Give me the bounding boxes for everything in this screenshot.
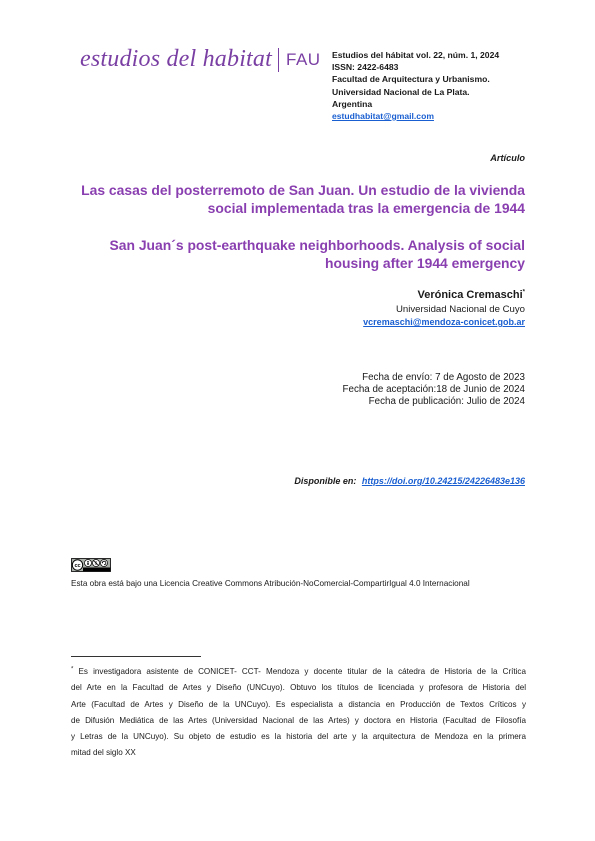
logo-divider xyxy=(278,48,279,72)
submission-dates xyxy=(343,372,525,408)
author-footnote xyxy=(71,664,526,762)
journal-email-link[interactable]: estudhabitat@gmail.com xyxy=(332,111,434,122)
title-line: Las casas del posterremoto de San Juan. Un estudio de la vivienda xyxy=(81,182,525,198)
date-published: Fecha de publicación: Julio de 2024 xyxy=(368,396,525,407)
available-label: Disponible en: xyxy=(294,476,357,486)
date-submitted: Fecha de envío: 7 de Agosto de 2023 xyxy=(362,372,525,383)
footnote-line: del Arte en la Facultad de Artes y Diseño (UNCuyo). Obtuvo los títulos de licenciada y profesora de Historia del xyxy=(71,683,526,693)
footnote-line: de Difusión Mediática de las Artes (Universidad Nacional de las Artes) y doctora en Historia (Facultad de Filosofía xyxy=(71,715,526,725)
logo-fau: FAU xyxy=(286,49,321,69)
footnote-line: * Es investigadora asistente de CONICET- CCT- Mendoza y docente titular de la cátedra de Historia de la Crítica xyxy=(71,666,526,676)
footnote-divider xyxy=(71,656,201,657)
journal-logo xyxy=(80,46,321,73)
title-line: housing after 1944 emergency xyxy=(325,255,525,272)
title-spanish xyxy=(55,181,525,217)
journal-line: Universidad Nacional de La Plata. xyxy=(332,86,470,97)
footnote-line: mitad del siglo XX xyxy=(71,748,136,758)
title-line: social implementada tras la emergencia de 1944 xyxy=(207,200,525,217)
author-block xyxy=(363,289,525,327)
doi-link[interactable]: https://doi.org/10.24215/24226483e136 xyxy=(361,476,525,486)
license-text: Esta obra está bajo una Licencia Creative Commons Atribución-NoComercial-CompartirIgual 4.0 Internacional xyxy=(71,579,470,588)
availability xyxy=(294,476,525,486)
logo-text: estudios del habitat xyxy=(80,46,272,72)
footnote-line: Arte (Facultad de Artes y Diseño de la UNCuyo). Es especialista a distancia en Producción de Textos Críticos y xyxy=(71,699,526,709)
author-footnote-marker: * xyxy=(522,289,525,296)
journal-info xyxy=(332,49,562,122)
cc-by-nc-sa-badge-icon[interactable] xyxy=(71,558,111,572)
footnote-marker: * xyxy=(71,666,74,673)
author-email-link[interactable]: vcremaschi@mendoza-conicet.gob.ar xyxy=(363,317,525,327)
journal-line: Argentina xyxy=(332,98,373,109)
journal-line: Facultad de Arquitectura y Urbanismo. xyxy=(332,74,490,85)
footnote-line: y Letras de la UNCuyo). Su objeto de estudio es la historia del arte y la arquitectura de Mendoza en la primera xyxy=(71,732,526,742)
journal-line: Estudios del hábitat vol. 22, núm. 1, 2024 xyxy=(332,50,500,60)
journal-line: ISSN: 2422-6483 xyxy=(332,62,399,73)
author-affiliation: Universidad Nacional de Cuyo xyxy=(395,304,525,315)
author-name: Verónica Cremaschi* xyxy=(417,289,525,301)
date-accepted: Fecha de aceptación:18 de Junio de 2024 xyxy=(342,384,525,395)
title-english xyxy=(55,236,525,272)
title-line: San Juan´s post-earthquake neighborhoods. Analysis of social xyxy=(109,237,525,253)
svg-text:cc: cc xyxy=(74,563,81,570)
article-type: Artículo xyxy=(490,153,525,163)
